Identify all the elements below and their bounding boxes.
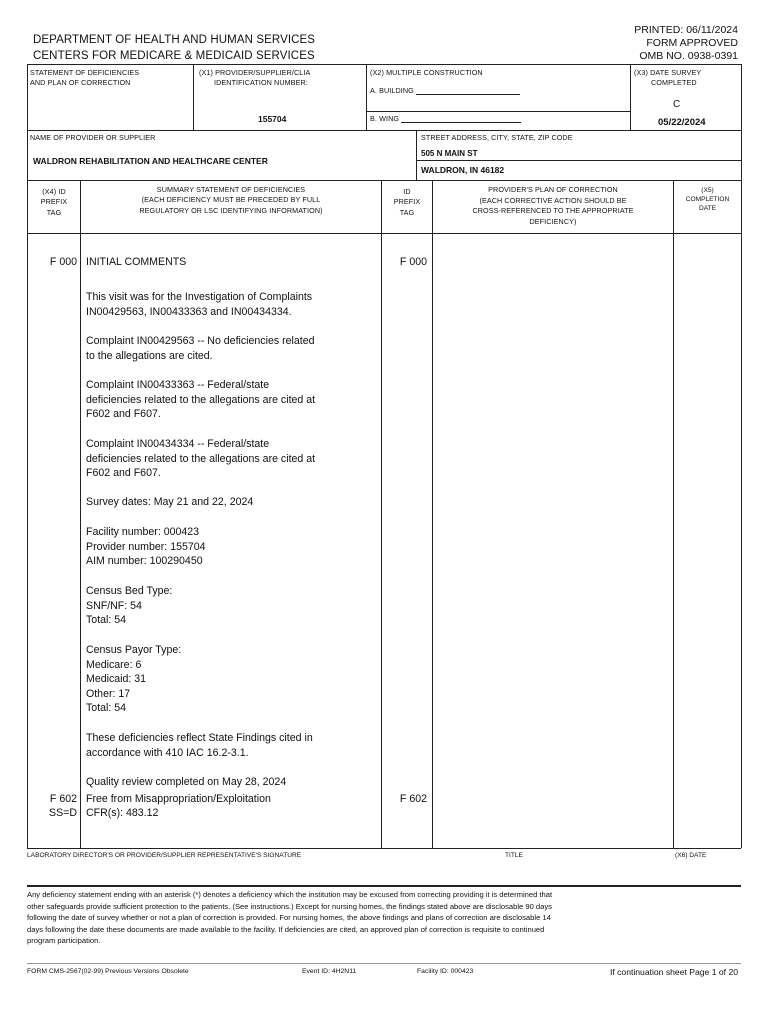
- continuation-sheet: If continuation sheet Page 1 of 20: [609, 967, 738, 977]
- x5-header-2: COMPLETION: [685, 196, 730, 203]
- summary-header-3: REGULATORY OR LSC IDENTIFYING INFORMATION): [139, 206, 323, 215]
- paragraph-complaint-2: Complaint IN00433363 -- Federal/state deficiencies related to the allegations are cited at F602 and F607.: [86, 379, 316, 420]
- x4-header-3: TAG: [46, 208, 62, 217]
- agency-title: CENTERS FOR MEDICARE & MEDICAID SERVICES: [33, 50, 315, 62]
- disclaimer-text: Any deficiency statement ending with an asterisk (*) denotes a deficiency which the institution may be excused from correcting providing it is determined that other safeguards provide sufficient protection to the patients. (See instructions.) Except for nursing homes, the findings stated above are disclosable 90 days following the date of survey whether or not a plan of correction is provided. For nursing homes, the above findings and plans of correction are disclosable 14 days following the date these documents are made available to the facility. If deficiencies are cited, an approved plan of correction is requisite to continued program participation.: [27, 890, 553, 946]
- divider-address: [416, 130, 417, 180]
- survey-date: 05/22/2024: [658, 117, 706, 128]
- divider-x3: [630, 64, 631, 130]
- rule-columns: [27, 180, 741, 181]
- address-line-1: 505 N MAIN ST: [421, 149, 478, 158]
- survey-code: C: [673, 99, 681, 110]
- summary-header-2: (EACH DEFICIENCY MUST BE PRECEDED BY FULL: [141, 195, 321, 204]
- provider-id-number: 155704: [258, 114, 287, 124]
- statement-label-2: AND PLAN OF CORRECTION: [30, 78, 131, 87]
- paragraph-facility-numbers: Facility number: 000423 Provider number: 155704 AIM number: 100290450: [86, 526, 206, 567]
- divider-x2: [366, 64, 367, 130]
- event-id: Event ID: 4H2N11: [302, 968, 357, 975]
- signature-label: LABORATORY DIRECTOR'S OR PROVIDER/SUPPLIER REPRESENTATIVE'S SIGNATURE: [27, 852, 302, 859]
- x1-label-2: IDENTIFICATION NUMBER:: [214, 78, 308, 87]
- rule-footer: [27, 885, 741, 887]
- id-header-2: PREFIX: [393, 197, 421, 206]
- col-line-4: [673, 180, 674, 848]
- right-border: [741, 64, 742, 848]
- x3-label-2: COMPLETED: [651, 78, 697, 87]
- f602-title: Free from Misappropriation/Exploitation: [86, 793, 271, 805]
- divider-x1: [193, 64, 194, 130]
- rule-body: [27, 233, 741, 234]
- paragraph-survey-dates: Survey dates: May 21 and 22, 2024: [86, 496, 254, 508]
- x4-header-2: PREFIX: [40, 197, 68, 206]
- rule-wing: [366, 111, 630, 112]
- paragraph-complaint-3: Complaint IN00434334 -- Federal/state deficiencies related to the allegations are cited at F602 and F607.: [86, 438, 316, 479]
- plan-header-1: PROVIDER'S PLAN OF CORRECTION: [488, 185, 618, 194]
- x1-label-1: (X1) PROVIDER/SUPPLIER/CLIA: [199, 68, 311, 77]
- summary-header-1: SUMMARY STATEMENT OF DEFICIENCIES: [156, 185, 306, 194]
- printed-date: PRINTED: 06/11/2024: [634, 24, 738, 36]
- provider-name-label: NAME OF PROVIDER OR SUPPLIER: [30, 133, 156, 142]
- x5-header-1: (X5): [701, 187, 714, 194]
- plan-header-3: CROSS-REFERENCED TO THE APPROPRIATE: [472, 206, 634, 215]
- col-line-1: [80, 180, 81, 848]
- tag-f602-left: F 602: [49, 793, 77, 805]
- paragraph-census-bed: Census Bed Type: SNF/NF: 54 Total: 54: [86, 585, 173, 626]
- form-approved: FORM APPROVED: [646, 37, 738, 49]
- x4-header-1: (X4) ID: [42, 187, 66, 196]
- paragraph-census-payor: Census Payor Type: Medicare: 6 Medicaid: 31 Other: 17 Total: 54: [86, 644, 182, 714]
- id-header-3: TAG: [399, 208, 415, 217]
- title-label: TITLE: [505, 852, 523, 859]
- address-line-2: WALDRON, IN 46182: [421, 165, 505, 175]
- building-field: A. BUILDING: [370, 86, 520, 95]
- rule-address: [416, 160, 741, 161]
- col-line-3: [432, 180, 433, 848]
- plan-header-2: (EACH CORRECTIVE ACTION SHOULD BE: [479, 196, 627, 205]
- paragraph-quality-review: Quality review completed on May 28, 2024: [86, 776, 287, 788]
- facility-id: Facility ID: 000423: [417, 968, 474, 975]
- col-line-2: [381, 180, 382, 848]
- statement-label-1: STATEMENT OF DEFICIENCIES: [30, 68, 140, 77]
- tag-f000-right: F 000: [399, 256, 427, 268]
- x2-label: (X2) MULTIPLE CONSTRUCTION: [370, 68, 483, 77]
- omb-number: OMB NO. 0938-0391: [639, 50, 738, 62]
- rule-bottom: [27, 963, 741, 964]
- rule-provider: [27, 130, 741, 131]
- tag-f602-right: F 602: [399, 793, 427, 805]
- top-rule: [27, 64, 741, 65]
- f602-cfr: CFR(s): 483.12: [86, 807, 159, 819]
- provider-name: WALDRON REHABILITATION AND HEALTHCARE CENTER: [33, 156, 268, 166]
- date-label: (X6) DATE: [675, 852, 707, 859]
- wing-field: B. WING: [370, 114, 521, 123]
- paragraph-investigation: This visit was for the Investigation of Complaints IN00429563, IN00433363 and IN00434334.: [86, 291, 313, 318]
- tag-f000-left: F 000: [49, 256, 77, 268]
- plan-header-4: DEFICIENCY): [529, 217, 577, 226]
- id-header-1: ID: [403, 187, 411, 196]
- x5-header-3: DATE: [698, 205, 717, 212]
- department-title: DEPARTMENT OF HEALTH AND HUMAN SERVICES: [33, 34, 316, 46]
- paragraph-complaint-1: Complaint IN00429563 -- No deficiencies related to the allegations are cited.: [86, 335, 315, 362]
- x3-label-1: (X3) DATE SURVEY: [634, 68, 702, 77]
- paragraph-state-findings: These deficiencies reflect State Findings cited in accordance with 410 IAC 16.2-3.1.: [86, 732, 313, 759]
- left-border: [27, 64, 28, 848]
- scope-severity: SS=D: [49, 807, 77, 819]
- rule-signature: [27, 848, 741, 849]
- initial-comments-title: INITIAL COMMENTS: [86, 256, 187, 268]
- address-label: STREET ADDRESS, CITY, STATE, ZIP CODE: [421, 133, 573, 142]
- form-number: FORM CMS-2567(02-99) Previous Versions Obsolete: [27, 968, 189, 975]
